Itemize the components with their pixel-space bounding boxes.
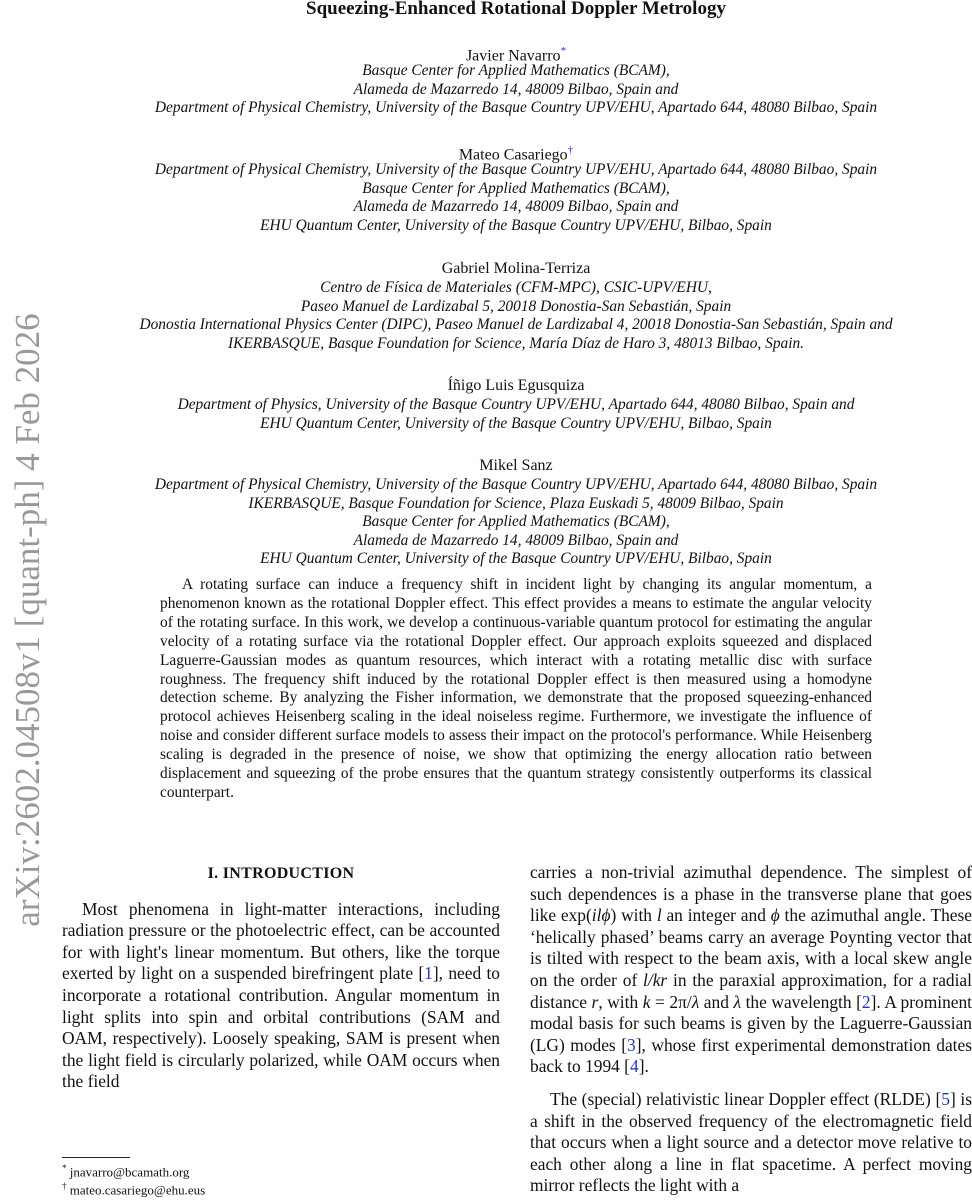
abstract-text: A rotating surface can induce a frequency shift in incident light by changing its angular momentum, a phenomenon known as the rotational Doppler effect. This effect provides a means to estimate the angular velocity of the rotating surface. In this work, we develop a continuous-variable quantum protocol for estimating the angular velocity of a rotating surface via the rotational Doppler effect. Our approach exploits squeezed and displaced Laguerre-Gaussian modes as quantum resources, which interact with a rotating metallic disc with surface roughness. The frequency shift induced by the rotational Doppler effect is then measured using a homodyne detection scheme. By analyzing the Fisher information, we demonstrate that the proposed squeezing-enhanced protocol achieves Heisenberg scaling in the ideal noiseless regime. Furthermore, we investigate the influence of noise and consider different surface models to assess their impact on the protocol's performance. While Heisenberg scaling is degraded in the presence of noise, we show that optimizing the energy allocation ratio between displacement and squeezing of the probe ensures that the quantum strategy consistently outperforms its classical counterpart. [160, 576, 872, 801]
affiliation-line: Basque Center for Applied Mathematics (BCAM), [362, 62, 670, 79]
affiliation-line: Department of Physical Chemistry, University of the Basque Country UPV/EHU, Apartado 644, 48080 Bilbao, Spain [154, 99, 878, 117]
paragraph: carries a non-trivial azimuthal dependence. The simplest of such dependences is a phase in the transverse plane that goes like exp(ilϕ) with l an integer and ϕ the azimuthal angle. These ‘helically phased’ beams carry an average Poynting vector that is tilted with respect to the beam axis, with a local skew angle on the order of l/kr in the paraxial approximation, for a radial distance r, with k = 2π/λ and λ the wavelength [2]. A prominent modal basis for such beams is given by the Laguerre-Gaussian (LG) modes [3], whose first experimental demonstration dates back to 1994 [4]. [530, 862, 972, 1077]
paragraph: The (special) relativistic linear Doppler effect (RLDE) [5] is a shift in the observed frequency of the electromagnetic field that occurs when a light source and a detector move relative to each other along a line in flat spacetime. A perfect moving mirror reflects the light with a [530, 1088, 972, 1196]
author-name: Gabriel Molina-Terriza [441, 260, 591, 277]
affiliation-block [60, 476, 972, 569]
affiliation-line: EHU Quantum Center, University of the Basque Country UPV/EHU, Bilbao, Spain [260, 216, 772, 234]
affiliation-line: EHU Quantum Center, University of the Basque Country UPV/EHU, Bilbao, Spain [260, 550, 772, 568]
paragraph: Most phenomena in light-matter interactions, including radiation pressure or the photoelectric effect, can be accounted for with light's linear momentum. But others, like the torque exerted by light on a suspended birefringent plate [1], need to incorporate a rotational contribution. Angular momentum in light splits into spin and orbital contributions (SAM and OAM, respectively). Loosely speaking, SAM is present when the light field is circularly polarized, while OAM occurs when the field [62, 898, 500, 1092]
citation-link[interactable]: 5 [941, 1088, 950, 1109]
affiliation-line: Centro de Física de Materiales (CFM-MPC), CSIC-UPV/EHU, [320, 279, 712, 296]
affiliation-block [60, 396, 972, 433]
author-name: Íñigo Luis Egusquiza [447, 377, 585, 394]
affiliation-line: Basque Center for Applied Mathematics (BCAM), [362, 513, 670, 531]
email-link[interactable]: jnavarro@bcamath.org [69, 1164, 190, 1180]
affiliation-line: Alameda de Mazarredo 14, 48009 Bilbao, Spain and [353, 80, 679, 98]
citation-link[interactable]: 4 [629, 1056, 639, 1077]
citation-link[interactable]: 1 [424, 963, 433, 984]
author-name: Mateo Casariego† [458, 144, 574, 164]
affiliation-line: Department of Physical Chemistry, University of the Basque Country UPV/EHU, Apartado 644, 48080 Bilbao, Spain [154, 161, 878, 178]
affiliation-line: IKERBASQUE, Basque Foundation for Science, María Díaz de Haro 3, 48013 Bilbao, Spain. [227, 334, 805, 352]
email-link[interactable]: mateo.casariego@ehu.eus [69, 1182, 206, 1198]
affiliation-line: Alameda de Mazarredo 14, 48009 Bilbao, Spain and [353, 531, 679, 549]
affiliation-line: Paseo Manuel de Lardizabal 5, 20018 Donostia-San Sebastián, Spain [300, 297, 732, 315]
footnote-mark[interactable]: * [560, 45, 567, 57]
affiliation-line: Department of Physics, University of the Basque Country UPV/EHU, Apartado 644, 48080 Bilbao, Spain and [177, 396, 855, 413]
affiliation-line: Alameda de Mazarredo 14, 48009 Bilbao, Spain and [353, 198, 679, 216]
citation-link[interactable]: 3 [627, 1034, 636, 1055]
author-name: Javier Navarro* [465, 45, 567, 65]
author-name: Mikel Sanz [479, 457, 553, 474]
citation-link[interactable]: 2 [861, 991, 871, 1012]
affiliation-block [60, 161, 972, 235]
footnote: * jnavarro@bcamath.org [62, 1163, 190, 1180]
footnote: † mateo.casariego@ehu.eus [62, 1181, 206, 1198]
affiliation-block [60, 279, 972, 353]
arxiv-identifier: arXiv:2602.04508v1 [quant-ph] 4 Feb 2026 [8, 313, 47, 927]
left-column [62, 863, 500, 1093]
affiliation-line: EHU Quantum Center, University of the Basque Country UPV/EHU, Bilbao, Spain [260, 414, 772, 432]
affiliation-line: Donostia International Physics Center (DIPC), Paseo Manuel de Lardizabal 4, 20018 Donostia-San Sebastián, Spain and [139, 316, 893, 334]
affiliation-block [60, 62, 972, 118]
abstract [160, 576, 872, 803]
right-column [530, 862, 972, 1197]
paper-title: Squeezing-Enhanced Rotational Doppler Metrology [306, 0, 726, 19]
section-heading: I. INTRODUCTION [207, 865, 355, 882]
affiliation-line: IKERBASQUE, Basque Foundation for Science, Plaza Euskadi 5, 48009 Bilbao, Spain [248, 494, 784, 512]
footnote-mark[interactable]: † [567, 144, 574, 156]
footnote-rule [62, 1157, 130, 1158]
affiliation-line: Department of Physical Chemistry, University of the Basque Country UPV/EHU, Apartado 644, 48080 Bilbao, Spain [154, 476, 878, 493]
affiliation-line: Basque Center for Applied Mathematics (BCAM), [362, 179, 670, 197]
